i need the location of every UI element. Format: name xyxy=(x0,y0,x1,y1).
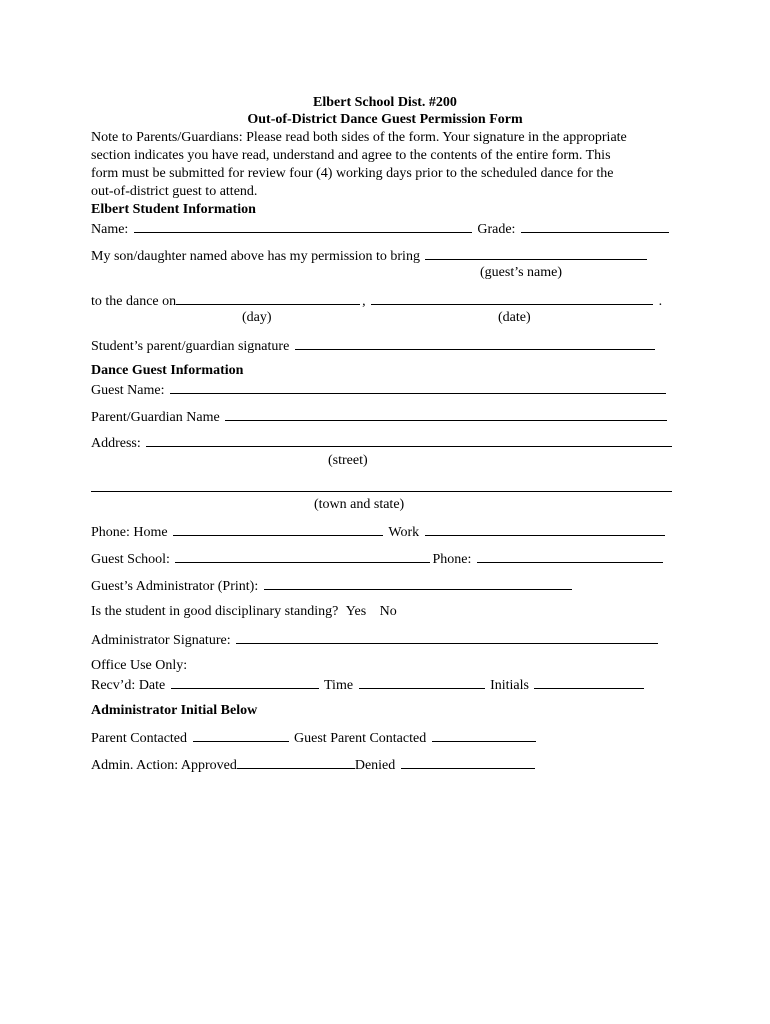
admin-action-row xyxy=(91,756,537,774)
parent-signature-row xyxy=(91,337,657,355)
phone-home-field[interactable] xyxy=(173,523,383,536)
guest-name-label: Guest Name: xyxy=(91,383,165,398)
grade-label: Grade: xyxy=(477,222,516,237)
parent-name-label: Parent/Guardian Name xyxy=(91,410,220,425)
student-name-label: Name: xyxy=(91,222,129,237)
parent-signature-label: Student’s parent/guardian signature xyxy=(91,339,290,354)
recvd-date-label: Recv’d: Date xyxy=(91,678,166,693)
note-line-4: out-of-district guest to attend. xyxy=(91,184,258,199)
admin-signature-label: Administrator Signature: xyxy=(91,633,231,648)
district-heading: Elbert School Dist. #200 xyxy=(313,95,457,110)
period-text: . xyxy=(658,294,663,309)
parent-name-field[interactable] xyxy=(225,408,667,421)
initials-label: Initials xyxy=(490,678,529,693)
contacted-row xyxy=(91,729,538,747)
student-info-heading: Elbert Student Information xyxy=(91,202,256,217)
admin-signature-row xyxy=(91,631,660,649)
yes-option[interactable]: Yes xyxy=(345,604,367,619)
admin-signature-field[interactable] xyxy=(236,631,658,644)
denied-field[interactable] xyxy=(401,756,535,769)
dance-day-field[interactable] xyxy=(176,292,360,305)
guest-parent-contacted-field[interactable] xyxy=(432,729,536,742)
initials-field[interactable] xyxy=(534,676,644,689)
guest-name-caption: (guest’s name) xyxy=(480,265,563,280)
dance-on-label: to the dance on xyxy=(91,294,177,309)
note-line-2: section indicates you have read, understand and agree to the contents of the entire form. This xyxy=(91,148,611,163)
note-line-3: form must be submitted for review four (4) working days prior to the scheduled dance for the xyxy=(91,166,614,181)
comma-text: , xyxy=(362,294,366,309)
guest-name-permission-field[interactable] xyxy=(425,247,647,260)
parent-contacted-label: Parent Contacted xyxy=(91,731,188,746)
parent-contacted-field[interactable] xyxy=(193,729,289,742)
address-label: Address: xyxy=(91,436,141,451)
guest-info-heading: Dance Guest Information xyxy=(91,363,244,378)
admin-action-label: Admin. Action: Approved xyxy=(91,758,237,773)
address-row xyxy=(91,434,674,452)
grade-field[interactable] xyxy=(521,220,669,233)
permission-text: My son/daughter named above has my permission to bring xyxy=(91,249,420,264)
recvd-date-field[interactable] xyxy=(171,676,319,689)
street-caption: (street) xyxy=(328,453,368,468)
guest-name-field[interactable] xyxy=(170,381,666,394)
denied-label: Denied xyxy=(354,758,396,773)
phone-row xyxy=(91,523,667,541)
disciplinary-question: Is the student in good disciplinary standing? xyxy=(91,604,339,619)
work-label: Work xyxy=(388,525,420,540)
guest-school-row xyxy=(91,550,665,568)
form-title: Out-of-District Dance Guest Permission Form xyxy=(247,112,523,127)
guest-school-label: Guest School: xyxy=(91,552,170,567)
admin-print-field[interactable] xyxy=(264,577,572,590)
parent-name-row xyxy=(91,408,669,426)
received-row xyxy=(91,676,646,694)
time-field[interactable] xyxy=(359,676,485,689)
dance-date-field[interactable] xyxy=(371,292,653,305)
note-line-1: Note to Parents/Guardians: Please read both sides of the form. Your signature in the appropriate xyxy=(91,130,627,145)
admin-print-label: Guest’s Administrator (Print): xyxy=(91,579,259,594)
school-phone-field[interactable] xyxy=(477,550,663,563)
guest-parent-contacted-label: Guest Parent Contacted xyxy=(294,731,427,746)
phone-work-field[interactable] xyxy=(425,523,665,536)
office-use-heading: Office Use Only: xyxy=(91,658,188,673)
school-phone-label: Phone: xyxy=(432,552,472,567)
town-caption: (town and state) xyxy=(314,497,405,512)
parent-signature-field[interactable] xyxy=(295,337,655,350)
permission-row xyxy=(91,247,649,265)
date-caption: (date) xyxy=(498,310,531,325)
phone-home-label: Phone: Home xyxy=(91,525,168,540)
guest-school-field[interactable] xyxy=(175,550,430,563)
address-town-field[interactable] xyxy=(91,491,672,492)
admin-initial-heading: Administrator Initial Below xyxy=(91,703,258,718)
approved-field[interactable] xyxy=(237,756,355,769)
student-name-row xyxy=(91,220,671,238)
student-name-field[interactable] xyxy=(134,220,472,233)
admin-print-row xyxy=(91,577,574,595)
disciplinary-row xyxy=(91,604,397,620)
no-option[interactable]: No xyxy=(379,604,397,619)
dance-date-row xyxy=(91,292,662,310)
day-caption: (day) xyxy=(242,310,272,325)
time-label: Time xyxy=(324,678,354,693)
address-street-field[interactable] xyxy=(146,434,672,447)
guest-name-row xyxy=(91,381,668,399)
